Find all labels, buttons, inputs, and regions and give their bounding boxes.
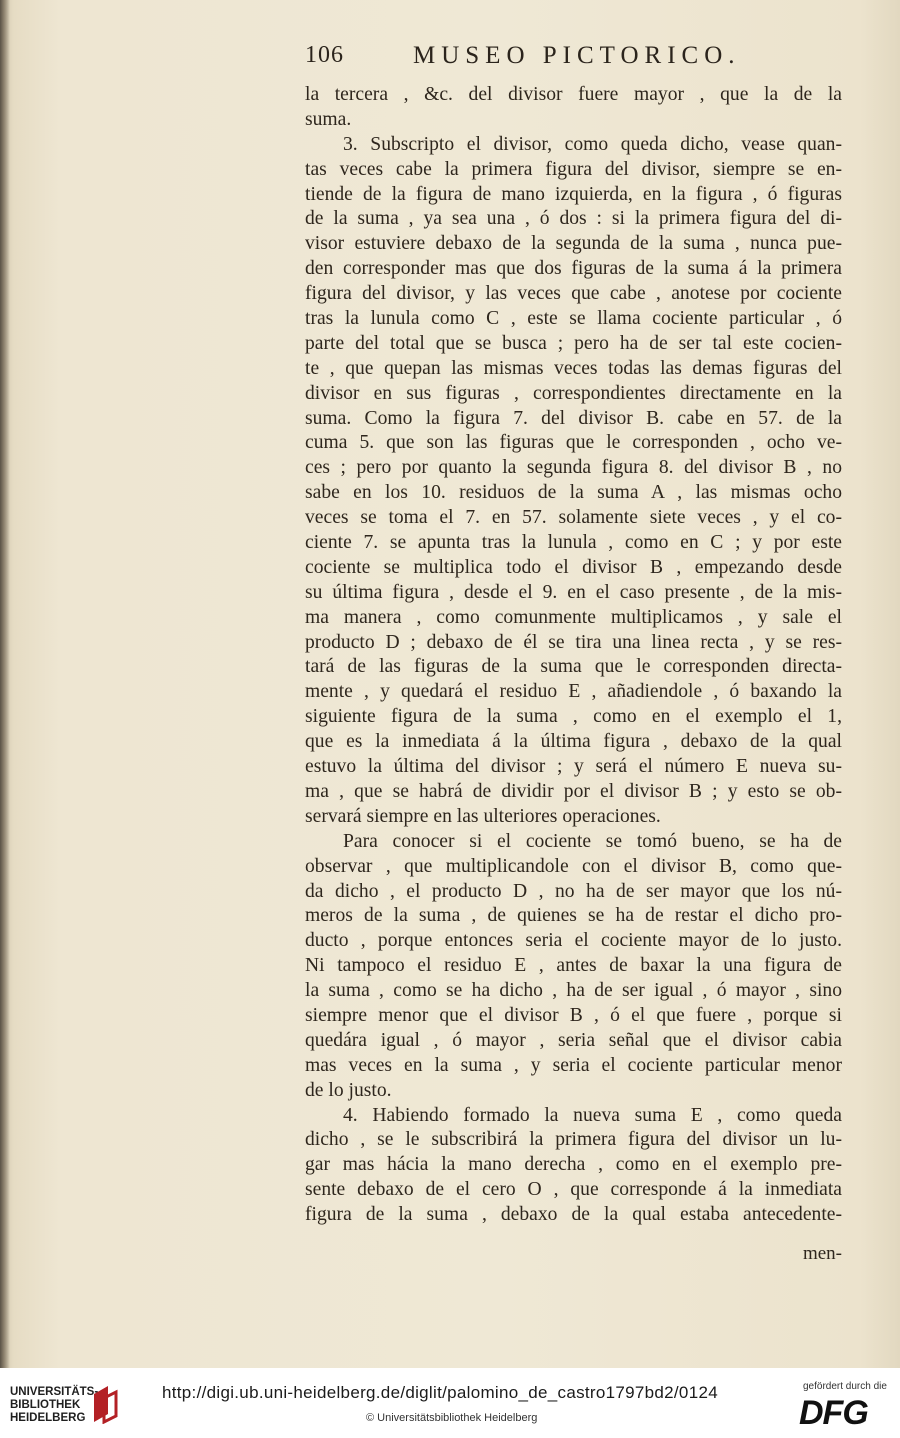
text-line: ducto , porque entonces seria el cociente mayor de lo justo.	[305, 930, 842, 952]
text-line: divisor en sus figuras , correspondientes directamente en la	[305, 382, 842, 404]
text-line: sente debaxo de el cero O , que corresponde á la inmediata	[305, 1179, 842, 1201]
text-line: siguiente figura de la suma , como en el exemplo el 1,	[305, 706, 842, 728]
text-line: de la suma , ya sea una , ó dos : si la primera figura del di-	[305, 208, 842, 230]
copyright-notice: © Universitätsbibliothek Heidelberg	[366, 1412, 538, 1424]
text-line: ma , que se habrá de dividir por el divisor B ; y esto se ob-	[305, 780, 842, 802]
text-line: suma. Como la figura 7. del divisor B. cabe en 57. de la	[305, 407, 842, 429]
text-line: tiende de la figura de mano izquierda, en la figura , ó figuras	[305, 183, 842, 205]
text-line: producto D ; debaxo de él se tira una linea recta , y se res-	[305, 631, 842, 653]
catchword: men-	[802, 1243, 842, 1264]
text-line: servará siempre en las ulteriores operaciones.	[305, 805, 661, 827]
text-line: meros de la suma , de quienes se ha de restar el dicho pro-	[305, 905, 842, 927]
text-line: veces se toma el 7. en 57. solamente siete veces , y el co-	[305, 507, 842, 529]
text-line: estuvo la última del divisor ; y será el número E nueva su-	[305, 756, 842, 778]
text-line: suma.	[305, 108, 352, 130]
text-line: cuma 5. que son las figuras que le corresponden , ocho ve-	[305, 432, 842, 454]
text-line: mas veces en la suma , y seria el cociente particular menor	[305, 1054, 842, 1076]
text-line: da dicho , el producto D , no ha de ser mayor que los nú-	[305, 880, 842, 902]
text-line: figura de la suma , debaxo de la qual estaba antecedente-	[305, 1204, 842, 1226]
text-line: la tercera , &c. del divisor fuere mayor , que la de la	[305, 84, 842, 105]
text-line: sabe en los 10. residuos de la suma A , las mismas ocho	[305, 482, 842, 504]
text-line: ma manera , como comunmente multiplicamos , y sale el	[305, 606, 842, 628]
body-text	[305, 83, 842, 1228]
text-line: siempre menor que el divisor B , ó el que fuere , porque si	[305, 1004, 842, 1026]
text-line: la suma , como se ha dicho , ha de ser igual , ó mayor , sino	[305, 980, 842, 1002]
text-line: ces ; pero por quanto la segunda figura 8. del divisor B , no	[305, 457, 842, 479]
dfg-logo: DFG	[799, 1394, 868, 1432]
page-header	[305, 42, 845, 76]
text-line: den corresponder mas que dos figuras de la suma á la primera	[305, 258, 842, 280]
library-logo-text: UNIVERSITÄTS- BIBLIOTHEK HEIDELBERG	[10, 1386, 99, 1424]
text-line: tas veces cabe la primera figura del divisor, siempre se en-	[305, 158, 842, 180]
text-line: quedára igual , ó mayor , seria señal que el divisor cabia	[305, 1029, 842, 1051]
text-line: Ni tampoco el residuo E , antes de baxar la una figura de	[305, 955, 842, 977]
text-line: te , que quepan las mismas veces todas las demas figuras del	[305, 357, 842, 379]
source-url-link[interactable]: http://digi.ub.uni-heidelberg.de/diglit/palomino_de_castro1797bd2/0124	[162, 1383, 718, 1402]
text-line: gar mas hácia la mano derecha , como en el exemplo pre-	[305, 1154, 842, 1176]
library-footer	[0, 1368, 900, 1438]
text-line: cociente se multiplica todo el divisor B , empezando desde	[305, 556, 842, 578]
text-line: observar , que multiplicandole con el divisor B, como que-	[305, 855, 842, 877]
text-line: 3. Subscripto el divisor, como queda dicho, vease quan-	[343, 133, 842, 155]
text-line: visor estuviere debaxo de la segunda de la suma , nunca pue-	[305, 233, 842, 255]
text-line: Para conocer si el cociente se tomó bueno, se ha de	[343, 830, 842, 852]
text-line: 4. Habiendo formado la nueva suma E , como queda	[343, 1104, 842, 1126]
text-line: que es la inmediata á la última figura , debaxo de la qual	[305, 731, 842, 753]
text-line: su última figura , desde el 9. en el caso presente , de la mis-	[305, 581, 842, 603]
library-logo-icon	[90, 1384, 126, 1424]
text-line: de lo justo.	[305, 1079, 392, 1101]
text-line: tras la lunula como C , este se llama cociente particular , ó	[305, 308, 842, 330]
text-line: ciente 7. se apunta tras la lunula , como en C ; y por este	[305, 532, 842, 554]
text-line: dicho , se le subscribirá la primera figura del divisor un lu-	[305, 1129, 842, 1151]
text-line: parte del total que se busca ; pero ha de ser tal este cocien-	[305, 332, 842, 354]
page-number: 106	[305, 42, 344, 68]
text-line: tará de las figuras de la suma que le corresponden directa-	[305, 656, 842, 678]
running-title: MUSEO PICTORICO.	[413, 42, 741, 69]
sponsor-label: gefördert durch die	[803, 1381, 887, 1392]
text-line: mente , y quedará el residuo E , añadiendole , ó baxando la	[305, 681, 842, 703]
text-line: figura del divisor, y las veces que cabe , anotese por cociente	[305, 283, 842, 305]
